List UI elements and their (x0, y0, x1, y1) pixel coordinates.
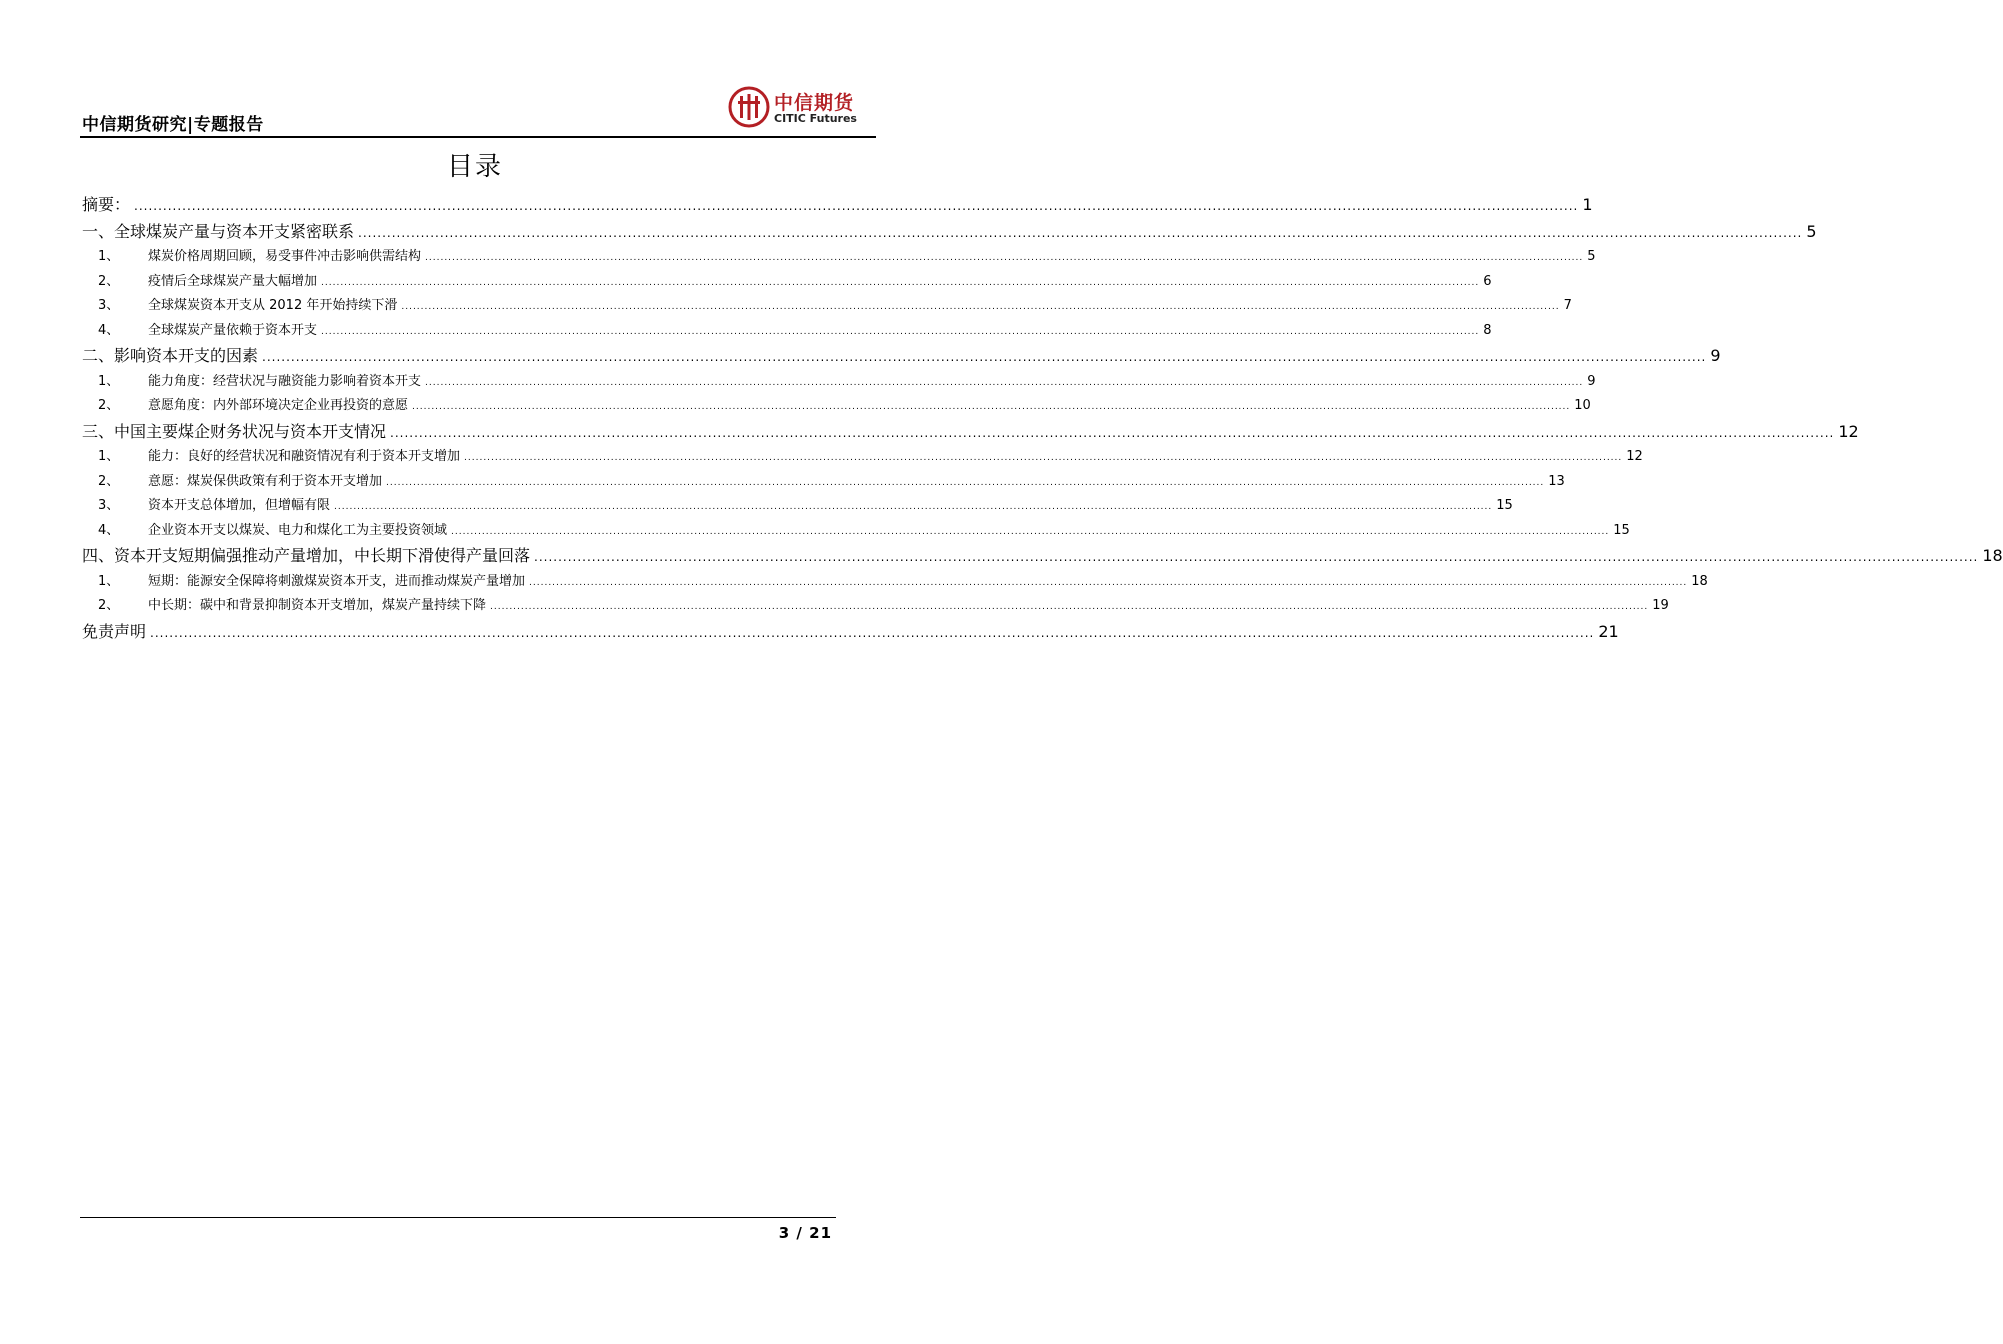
toc-item-text: 三、中国主要煤企财务状况与资本开支情况 (82, 421, 387, 441)
header-divider (80, 136, 876, 138)
toc-page-number: 9 (1710, 346, 1721, 365)
toc-page-number: 6 (1483, 273, 1492, 289)
toc-item-text: 能力：良好的经营状况和融资情况有利于资本开支增加 (148, 449, 461, 464)
toc-subsection-link[interactable] (82, 470, 1565, 495)
toc-subsection-link[interactable] (82, 245, 1596, 270)
toc-subsection-link[interactable] (82, 594, 1669, 619)
toc-dot-leader: ............................................................................................................................................................................................................................................................................................................ (412, 402, 1571, 412)
toc-item-number: 3、 (98, 498, 120, 513)
toc-section-link[interactable] (82, 219, 1817, 246)
logo-english-name: CITIC Futures (774, 112, 857, 125)
toc-dot-leader: ............................................................................................................................................................................................................................................................................................................ (401, 302, 1560, 312)
toc-section-link[interactable] (82, 419, 1859, 446)
toc-section-link[interactable] (82, 619, 1619, 646)
toc-item-number: 4、 (98, 322, 120, 338)
toc-dot-leader: ............................................................................................................................................................................................................................................................................................................ (334, 502, 1493, 512)
toc-item-number: 2、 (98, 598, 120, 613)
toc-dot-leader: ............................................................................................................................................................................................................................................................................................................ (534, 550, 1979, 564)
toc-page-number: 18 (1691, 573, 1708, 589)
toc-subsection-link[interactable] (82, 294, 1572, 319)
toc-subsection-link[interactable] (82, 394, 1591, 419)
toc-subsection-link[interactable] (82, 494, 1513, 519)
toc-dot-leader: ............................................................................................................................................................................................................................................................................................................ (262, 350, 1707, 364)
toc-dot-leader: ............................................................................................................................................................................................................................................................................................................ (529, 577, 1688, 588)
toc-item-text: 能力角度：经营状况与融资能力影响着资本开支 (148, 373, 422, 389)
toc-page-number: 21 (1598, 621, 1619, 641)
toc-page-number: 12 (1626, 449, 1643, 464)
toc-subsection-link[interactable] (82, 270, 1492, 295)
toc-dot-leader: ............................................................................................................................................................................................................................................................................................................ (386, 477, 1545, 488)
toc-subsection-link[interactable] (82, 370, 1596, 395)
toc-item-text: 短期：能源安全保障将刺激煤炭资本开支，进而推动煤炭产量增加 (148, 573, 526, 589)
toc-dot-leader: ............................................................................................................................................................................................................................................................................................................ (321, 277, 1480, 288)
toc-page-number: 1 (1582, 195, 1593, 214)
footer-divider (80, 1217, 836, 1218)
citic-futures-logo (728, 86, 868, 130)
toc-page-number: 8 (1483, 322, 1492, 338)
toc-page-number: 13 (1548, 473, 1565, 489)
report-header-title: 中信期货研究|专题报告 (82, 115, 264, 135)
toc-dot-leader: ............................................................................................................................................................................................................................................................................................................ (425, 377, 1584, 388)
toc-item-text: 企业资本开支以煤炭、电力和煤化工为主要投资领域 (148, 522, 448, 538)
toc-page-number: 15 (1613, 522, 1630, 538)
toc-page-number: 10 (1574, 398, 1591, 413)
toc-item-number: 2、 (98, 473, 120, 489)
page-indicator: 3 / 21 (778, 1224, 832, 1242)
toc-item-text: 一、全球煤炭产量与资本开支紧密联系 (82, 221, 355, 241)
toc-page-number: 18 (1982, 546, 2003, 565)
toc-page-number: 5 (1806, 221, 1817, 241)
toc-section-link[interactable] (82, 192, 1593, 219)
toc-item-number: 1、 (98, 373, 120, 389)
toc-page-number: 7 (1563, 298, 1572, 313)
toc-dot-leader: ............................................................................................................................................................................................................................................................................................................ (390, 425, 1835, 440)
toc-item-number: 2、 (98, 273, 120, 289)
toc-subsection-link[interactable] (82, 570, 1708, 595)
toc-item-text: 意愿：煤炭保供政策有利于资本开支增加 (148, 473, 383, 489)
toc-page-number: 5 (1587, 249, 1596, 264)
logo-chinese-name: 中信期货 (774, 92, 855, 114)
toc-item-text: 全球煤炭产量依赖于资本开支 (148, 322, 318, 338)
toc-subsection-link[interactable] (82, 445, 1643, 470)
toc-item-text: 意愿角度：内外部环境决定企业再投资的意愿 (148, 398, 409, 413)
toc-subsection-link[interactable] (82, 319, 1492, 344)
toc-item-text: 免责声明 (82, 621, 147, 641)
toc-title: 目录 (446, 152, 503, 182)
toc-item-text: 二、影响资本开支的因素 (82, 346, 259, 365)
toc-page-number: 9 (1587, 373, 1596, 389)
table-of-contents (82, 192, 2003, 645)
toc-item-text: 四、资本开支短期偏强推动产量增加，中长期下滑使得产量回落 (82, 546, 531, 565)
toc-item-number: 3、 (98, 298, 120, 313)
toc-item-text: 中长期：碳中和背景抑制资本开支增加，煤炭产量持续下降 (148, 598, 487, 613)
toc-item-number: 2、 (98, 398, 120, 413)
toc-item-text: 疫情后全球煤炭产量大幅增加 (148, 273, 318, 289)
toc-item-number: 1、 (98, 573, 120, 589)
toc-dot-leader: ............................................................................................................................................................................................................................................................................................................ (321, 326, 1480, 337)
toc-item-text: 资本开支总体增加，但增幅有限 (148, 498, 331, 513)
toc-item-text: 摘要： (82, 195, 131, 214)
toc-section-link[interactable] (82, 343, 1721, 370)
toc-page-number: 12 (1838, 421, 1859, 441)
toc-item-text: 煤炭价格周期回顾，易受事件冲击影响供需结构 (148, 249, 422, 264)
toc-dot-leader: ............................................................................................................................................................................................................................................................................................................ (451, 526, 1610, 537)
toc-item-number: 4、 (98, 522, 120, 538)
toc-page-number: 19 (1652, 598, 1669, 613)
toc-item-text: 全球煤炭资本开支从 2012 年开始持续下滑 (148, 298, 398, 313)
toc-subsection-link[interactable] (82, 519, 1630, 544)
toc-dot-leader: ............................................................................................................................................................................................................................................................................................................ (134, 199, 1579, 213)
citic-emblem-icon (728, 86, 770, 128)
toc-item-number: 1、 (98, 449, 120, 464)
toc-dot-leader: ............................................................................................................................................................................................................................................................................................................ (425, 253, 1584, 263)
toc-dot-leader: ............................................................................................................................................................................................................................................................................................................ (464, 453, 1623, 463)
toc-dot-leader: ............................................................................................................................................................................................................................................................................................................ (358, 225, 1803, 240)
toc-page-number: 15 (1496, 498, 1513, 513)
toc-dot-leader: ............................................................................................................................................................................................................................................................................................................ (490, 602, 1649, 612)
toc-section-link[interactable] (82, 543, 2003, 570)
toc-dot-leader: ............................................................................................................................................................................................................................................................................................................ (150, 625, 1595, 640)
toc-item-number: 1、 (98, 249, 120, 264)
